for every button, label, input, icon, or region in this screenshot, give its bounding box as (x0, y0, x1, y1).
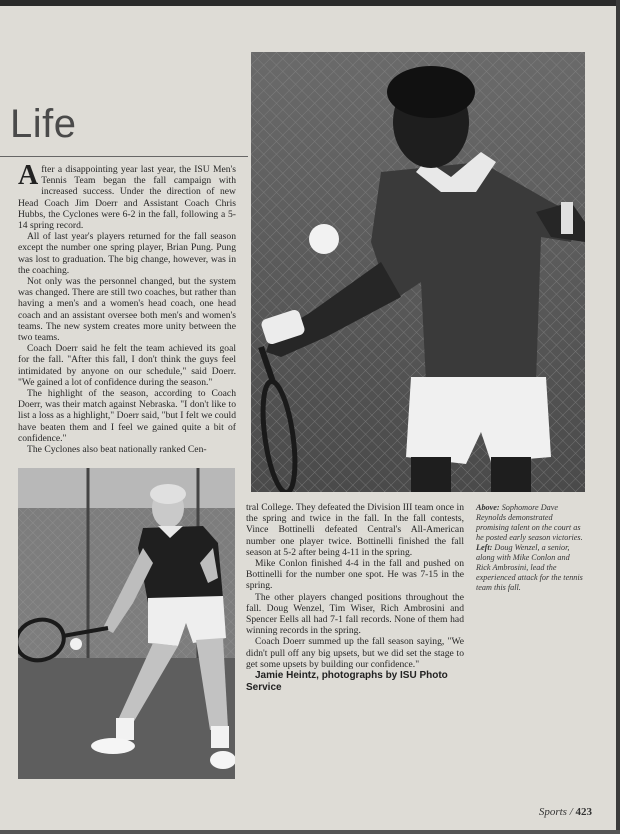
photo-caption (476, 503, 586, 593)
article-column-2 (246, 502, 464, 694)
article-paragraph (18, 160, 236, 232)
caption-above-text: Sophomore Dave Reynolds demonstrated promising talent on the court as he posted early season victories. (476, 503, 583, 542)
top-edge (0, 0, 620, 6)
photo-dave-reynolds (251, 52, 585, 492)
article-paragraph: The highlight of the season, according to Coach Doerr, was their match against Nebraska. "I don't like to list a loss as a highlight," Doerr said, "but I felt we could have beaten them and I feel we gained quite a bit of confidence." (18, 388, 236, 444)
folio-section: Sports (538, 806, 567, 818)
article-paragraph: Not only was the personnel changed, but the system was changed. There are still two coaches, but rather than having a men's and a women's head coach, one head coach and an assistant oversee both men's and women's teams. The new system creates more unity between the two teams. (18, 276, 236, 344)
page-title: Life (10, 102, 77, 146)
title-rule (0, 156, 248, 157)
byline-credit: Jamie Heintz, photographs by ISU Photo Service (246, 670, 448, 694)
caption-left-label: Left: (476, 543, 493, 552)
article-paragraph: Coach Doerr summed up the fall season saying, "We didn't pull off any big upsets, but we did set the stage to get some upsets by building our confidence." (246, 636, 464, 670)
photo-doug-wenzel (18, 468, 235, 779)
folio-separator: / (566, 806, 576, 818)
article-paragraph: tral College. They defeated the Division III team once in the spring and twice in the fall. In the fall contests, Vince Bottinelli defeated Central's All-American number one player twice. Bottinelli finished the fall season at 5-2 after being 4-11 in the spring. (246, 502, 464, 558)
article-paragraph: The Cyclones also beat nationally ranked Cen- (27, 444, 207, 456)
bottom-edge (0, 830, 620, 834)
drop-cap: A (18, 160, 39, 191)
photo-doug-wenzel-image (18, 468, 235, 779)
photo-dave-reynolds-image (251, 52, 585, 492)
article-paragraph: All of last year's players returned for the fall season except the number one spring player, Brian Pung. Pung was lost to graduation. The big change, however, was in the coaching. (18, 231, 236, 276)
article-paragraph: Mike Conlon finished 4-4 in the fall and pushed on Bottinelli for the number one spot. He was 7-15 in the spring. (246, 558, 464, 592)
article-paragraph: The other players changed positions throughout the fall. Doug Wenzel, Tim Wiser, Rich Ambrosini and Spencer Eells all had 7-1 fall records. None of them had winning records in the spring. (246, 591, 464, 637)
article-paragraph-text: fter a disappointing year last year, the ISU Men's Tennis Team began the fall campaign with increased success. Under the direction of new Head Coach Jim Doerr and Assistant Coach Chris Hubbs, the Cyclones were 6-2 in the fall, following a 5-14 spring record. (18, 164, 236, 232)
caption-above-label: Above: (476, 503, 500, 512)
page-folio (539, 806, 592, 818)
page-number: 423 (575, 806, 592, 818)
caption-left-text: Doug Wenzel, a senior, along with Mike Conlon and Rick Ambrosini, lead the experienced attack for the tennis team this fall. (476, 543, 583, 592)
article-column-1 (18, 160, 236, 456)
right-edge (616, 0, 620, 834)
article-paragraph: Coach Doerr said he felt the team achieved its goal for the fall. "After this fall, I don't think the guys feel intimidated by anyone on our schedule," said Doerr. "We gained a lot of confidence during the season." (18, 343, 236, 388)
